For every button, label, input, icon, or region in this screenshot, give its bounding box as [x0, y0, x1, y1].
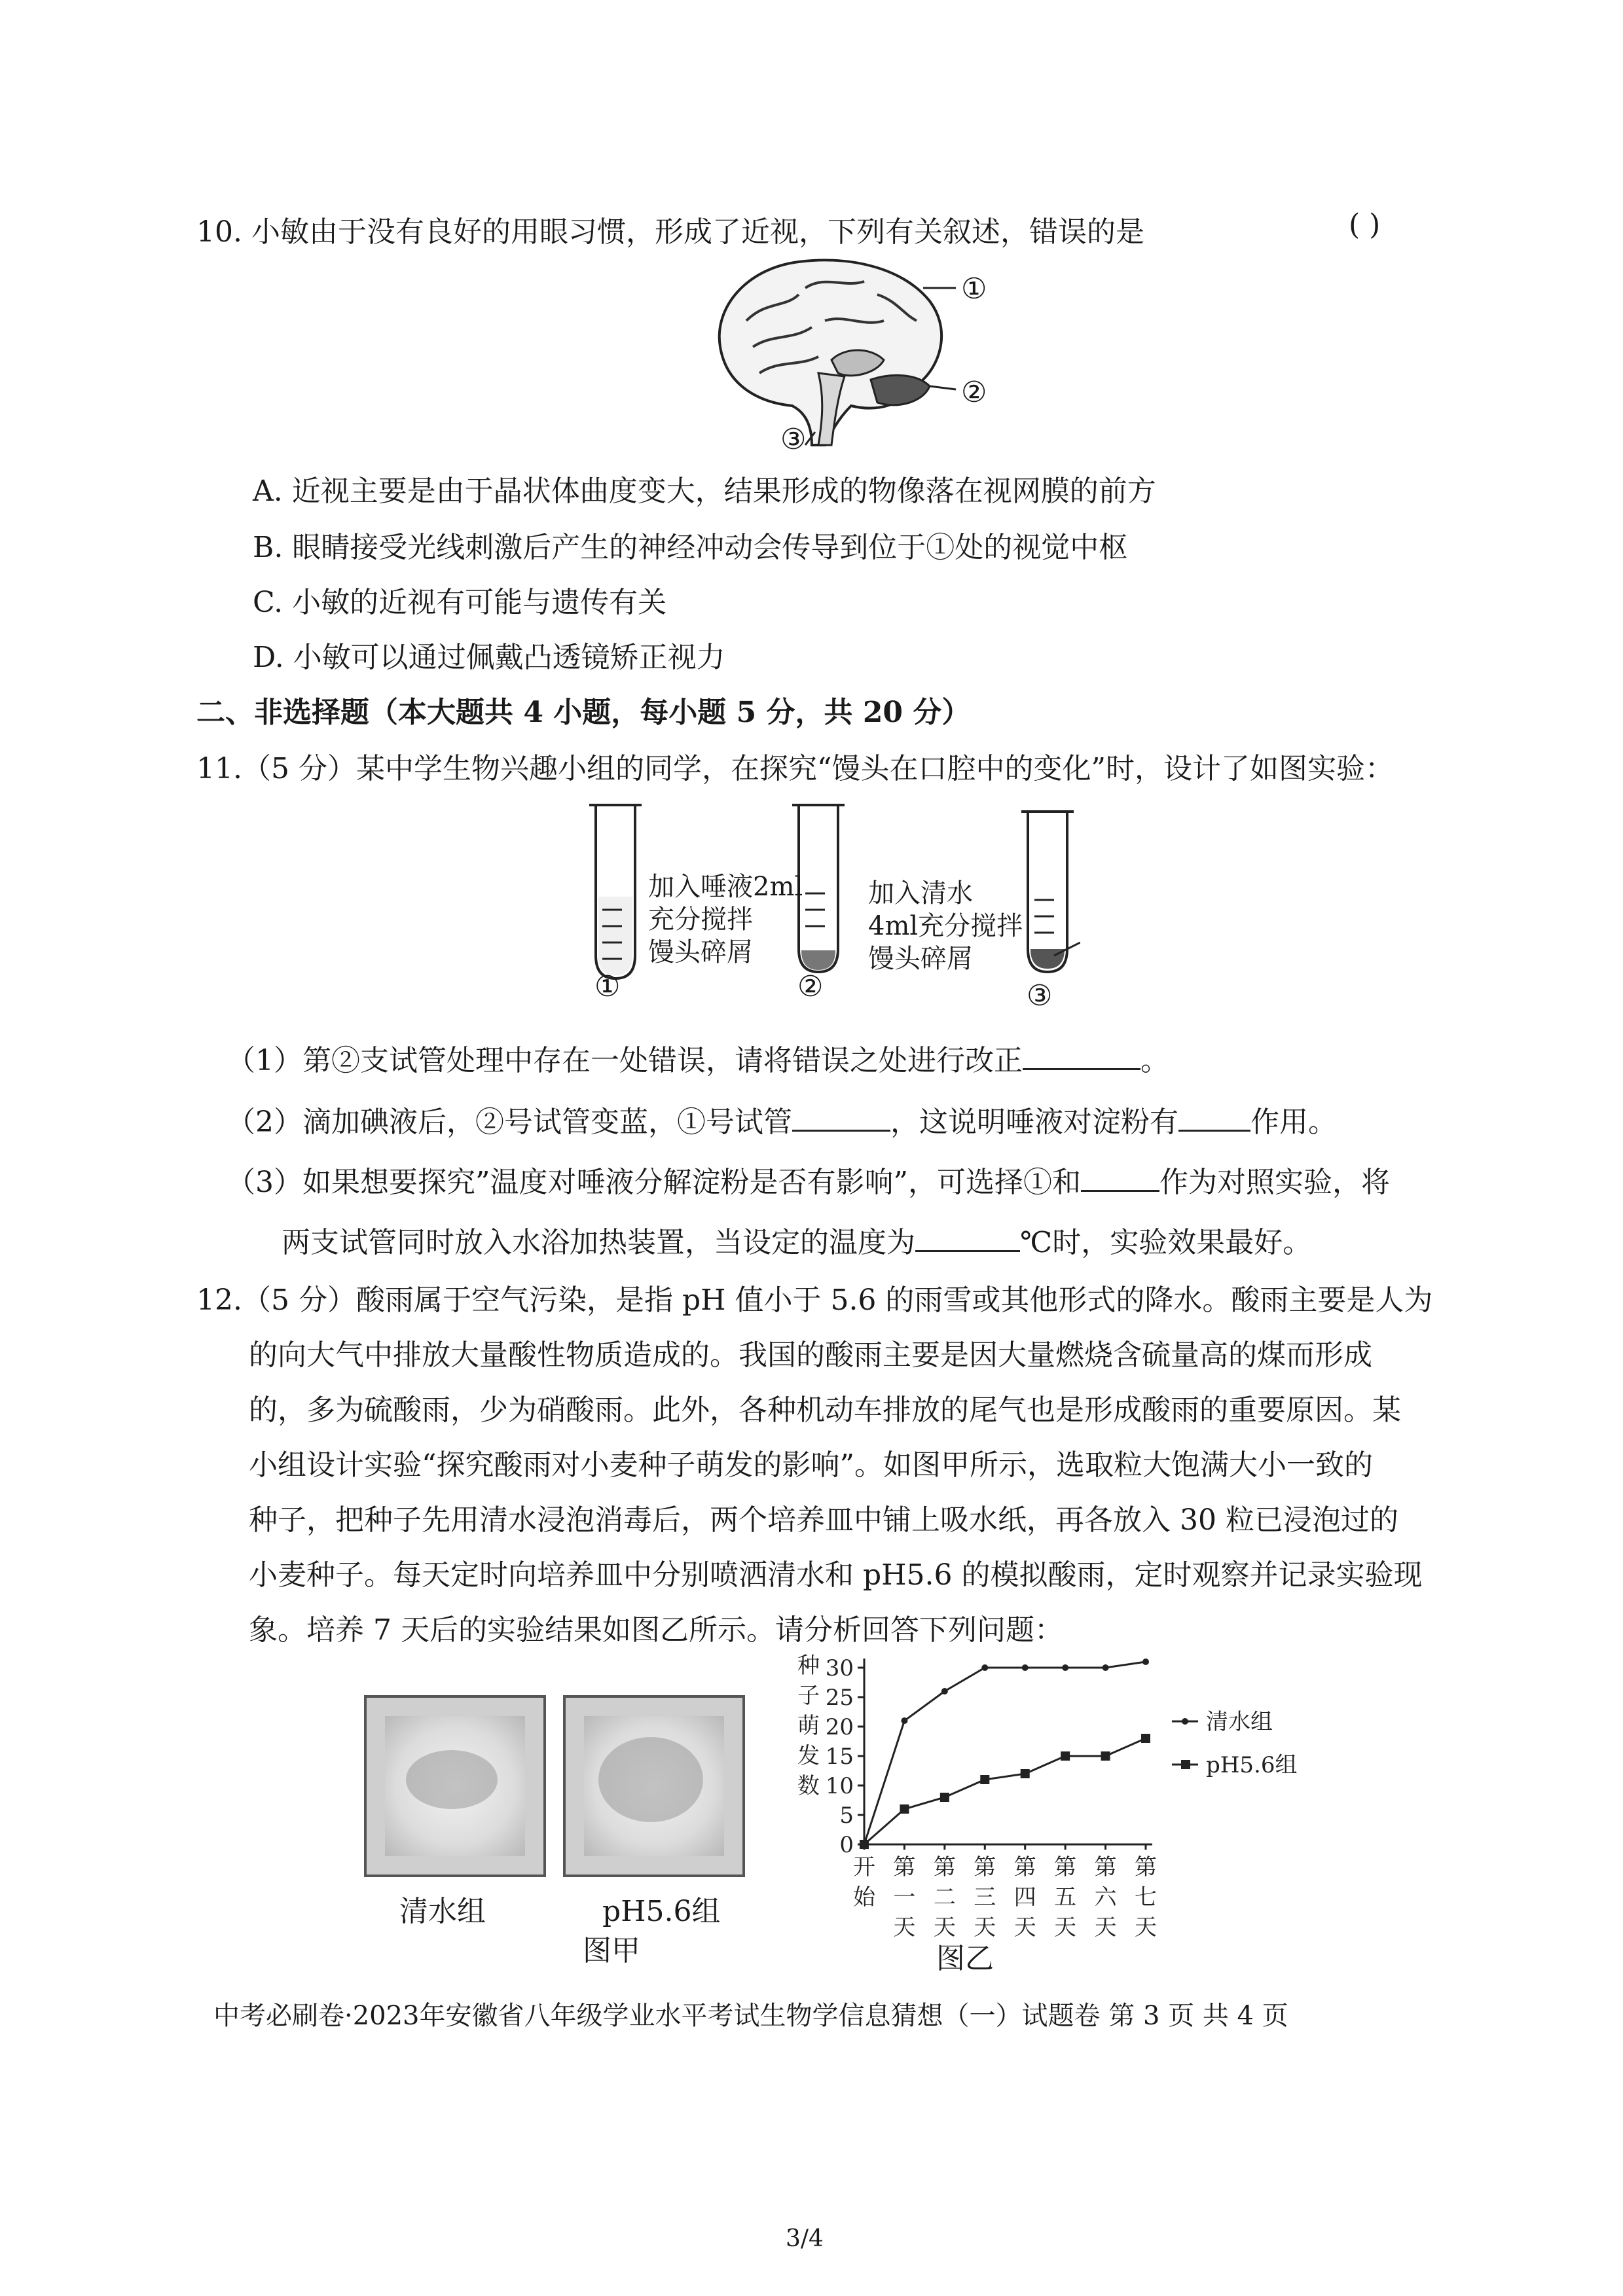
germination-line-chart	[779, 1649, 1355, 1957]
answer-blank[interactable]	[792, 1103, 890, 1132]
legend-label: 清水组	[1206, 1709, 1273, 1735]
data-point-square	[860, 1840, 869, 1849]
q11-part2-text-b: ，这说明唾液对淀粉有	[890, 1105, 1178, 1139]
answer-blank[interactable]	[915, 1224, 1020, 1252]
tube1-note-1: 加入唾液2ml	[648, 872, 803, 902]
y-axis-label-char: 发	[797, 1743, 820, 1769]
petri-dish-photo-acid	[563, 1695, 745, 1877]
data-point-dot	[981, 1664, 988, 1671]
q11-part3-text-c: 两支试管同时放入水浴加热装置，当设定的温度为	[282, 1226, 915, 1259]
page-footer: 中考必刷卷·2023年安徽省八年级学业水平考试生物学信息猜想（一）试题卷 第 3 页 共 4 页	[213, 2001, 1288, 2031]
x-tick-label-char: 第	[974, 1854, 996, 1880]
data-point-square	[1061, 1751, 1070, 1761]
tube2-note-1: 加入清水	[868, 878, 973, 908]
data-point-dot	[1103, 1664, 1109, 1671]
q10-option-b: B. 眼睛接受光线刺激后产生的神经冲动会传导到位于①处的视觉中枢	[253, 531, 1128, 564]
q11-part3-text-d: ℃时，实验效果最好。	[1020, 1226, 1312, 1259]
x-tick-label-char: 六	[1094, 1884, 1117, 1910]
q12-line-1: 12.（5 分）酸雨属于空气污染，是指 pH 值小于 5.6 的雨雪或其他形式的降水。酸雨主要是人为	[196, 1283, 1433, 1317]
legend-marker-square	[1181, 1760, 1190, 1769]
q12-line-5: 种子，把种子先用清水浸泡消毒后，两个培养皿中铺上吸水纸，再各放入 30 粒已浸泡过的	[249, 1503, 1398, 1537]
q10-option-a: A. 近视主要是由于晶状体曲度变大，结果形成的物像落在视网膜的前方	[253, 475, 1156, 508]
data-point-dot	[901, 1717, 907, 1724]
q11-part3-text-a: （3）如果想要探究”温度对唾液分解淀粉是否有影响”，可选择①和	[227, 1166, 1081, 1199]
q11-part3	[227, 1158, 1390, 1200]
data-point-dot	[1022, 1664, 1029, 1671]
q11-stem: 11.（5 分）某中学生物兴趣小组的同学，在探究“馒头在口腔中的变化”时，设计了如图实验：	[196, 752, 1394, 785]
x-tick-label-char: 开	[853, 1854, 875, 1880]
data-point-square	[940, 1793, 949, 1802]
x-tick-label-char: 第	[1094, 1854, 1117, 1880]
q10-option-d: D. 小敏可以通过佩戴凸透镜矫正视力	[253, 641, 725, 674]
x-tick-label-char: 一	[893, 1884, 916, 1910]
x-tick-label-char: 天	[893, 1914, 916, 1941]
y-tick-label: 15	[825, 1744, 854, 1770]
answer-blank[interactable]	[1081, 1164, 1159, 1192]
y-tick-label: 5	[839, 1803, 854, 1829]
tube-label-1: ①	[594, 970, 621, 1003]
y-tick-label: 25	[825, 1685, 854, 1711]
q12-line-3: 的，多为硫酸雨，少为硝酸雨。此外，各种机动车排放的尾气也是形成酸雨的重要原因。某	[249, 1393, 1401, 1427]
data-point-square	[980, 1775, 989, 1784]
legend-marker-dot	[1182, 1718, 1188, 1725]
answer-paren: ( )	[1349, 208, 1381, 242]
tube1-note-2: 充分搅拌	[648, 905, 753, 935]
y-tick-label: 20	[825, 1714, 854, 1740]
q11-part2	[227, 1098, 1337, 1140]
q10-stem: 10. 小敏由于没有良好的用眼习惯，形成了近视，下列有关叙述，错误的是	[196, 215, 1144, 249]
x-tick-label-char: 第	[1013, 1854, 1036, 1880]
petri-dish-photo-water	[364, 1695, 546, 1877]
x-tick-label-char: 三	[974, 1884, 996, 1910]
y-axis-label-char: 萌	[797, 1713, 820, 1739]
y-axis-label-char: 子	[797, 1683, 820, 1709]
page-number: 3/4	[786, 2225, 824, 2252]
x-tick-label-char: 二	[933, 1884, 956, 1910]
x-tick-label-char: 天	[1135, 1914, 1157, 1941]
x-tick-label-char: 天	[1094, 1914, 1117, 1941]
data-point-dot	[941, 1688, 948, 1695]
data-point-square	[1141, 1734, 1150, 1743]
section-heading: 二、非选择题（本大题共 4 小题，每小题 5 分，共 20 分）	[196, 696, 971, 729]
q12-line-7: 象。培养 7 天后的实验结果如图乙所示。请分析回答下列问题：	[249, 1613, 1063, 1647]
tube2-note-3: 馒头碎屑	[868, 944, 973, 974]
data-point-square	[900, 1804, 909, 1814]
q11-part1	[227, 1037, 1169, 1079]
x-tick-label-char: 第	[1054, 1854, 1077, 1880]
q12-line-4: 小组设计实验“探究酸雨对小麦种子萌发的影响”。如图甲所示，选取粒大饱满大小一致的	[249, 1448, 1373, 1482]
answer-blank[interactable]	[1023, 1042, 1140, 1070]
q11-part3-text-b: 作为对照实验，将	[1159, 1166, 1390, 1199]
brain-label-3: ③	[780, 423, 807, 456]
tube2-notes	[868, 877, 1023, 975]
x-tick-label-char: 始	[853, 1884, 875, 1910]
data-point-square	[1021, 1769, 1030, 1778]
photo-label-water: 清水组	[399, 1895, 486, 1928]
q12-line-2: 的向大气中排放大量酸性物质造成的。我国的酸雨主要是因大量燃烧含硫量高的煤而形成	[249, 1338, 1372, 1372]
x-tick-label-char: 第	[893, 1854, 916, 1880]
data-point-dot	[1062, 1664, 1068, 1671]
y-tick-label: 30	[825, 1655, 854, 1681]
tube-label-3: ③	[1027, 979, 1053, 1013]
q11-part1-text: （1）第②支试管处理中存在一处错误，请将错误之处进行改正	[227, 1044, 1023, 1077]
data-point-dot	[1142, 1659, 1149, 1665]
data-point-square	[1101, 1751, 1110, 1761]
q11-part3-cont	[282, 1219, 1311, 1261]
x-tick-label-char: 五	[1054, 1884, 1077, 1910]
y-tick-label: 0	[839, 1832, 854, 1858]
figure-b-caption: 图乙	[936, 1942, 994, 1975]
tube-label-2: ②	[797, 970, 824, 1003]
tube1-notes	[648, 870, 803, 969]
brain-label-1: ①	[961, 272, 987, 306]
q10-option-c: C. 小敏的近视有可能与遗传有关	[253, 586, 667, 619]
y-axis-label-char: 数	[797, 1773, 820, 1799]
answer-blank[interactable]	[1178, 1103, 1250, 1132]
x-tick-label-char: 第	[933, 1854, 956, 1880]
x-tick-label-char: 天	[974, 1914, 996, 1941]
tube2-note-2: 4ml充分搅拌	[868, 911, 1023, 941]
y-axis-label-char: 种	[797, 1653, 820, 1679]
legend-label: pH5.6组	[1206, 1752, 1298, 1778]
q11-part2-text-c: 作用。	[1250, 1105, 1337, 1139]
x-tick-label-char: 天	[933, 1914, 956, 1941]
y-tick-label: 10	[825, 1773, 854, 1799]
figure-a-caption: 图甲	[583, 1934, 640, 1967]
x-tick-label-char: 第	[1135, 1854, 1157, 1880]
brain-diagram	[707, 249, 982, 458]
brain-label-2: ②	[961, 376, 987, 409]
photo-label-acid: pH5.6组	[602, 1895, 721, 1928]
q12-line-6: 小麦种子。每天定时向培养皿中分别喷洒清水和 pH5.6 的模拟酸雨，定时观察并记录实验现	[249, 1558, 1423, 1592]
x-tick-label-char: 天	[1013, 1914, 1036, 1941]
q11-part2-text-a: （2）滴加碘液后，②号试管变蓝，①号试管	[227, 1105, 792, 1139]
tube1-note-3: 馒头碎屑	[648, 937, 753, 967]
x-tick-label-char: 天	[1054, 1914, 1077, 1941]
x-tick-label-char: 四	[1013, 1884, 1036, 1910]
x-tick-label-char: 七	[1135, 1884, 1157, 1910]
q11-part1-end: 。	[1140, 1044, 1169, 1077]
